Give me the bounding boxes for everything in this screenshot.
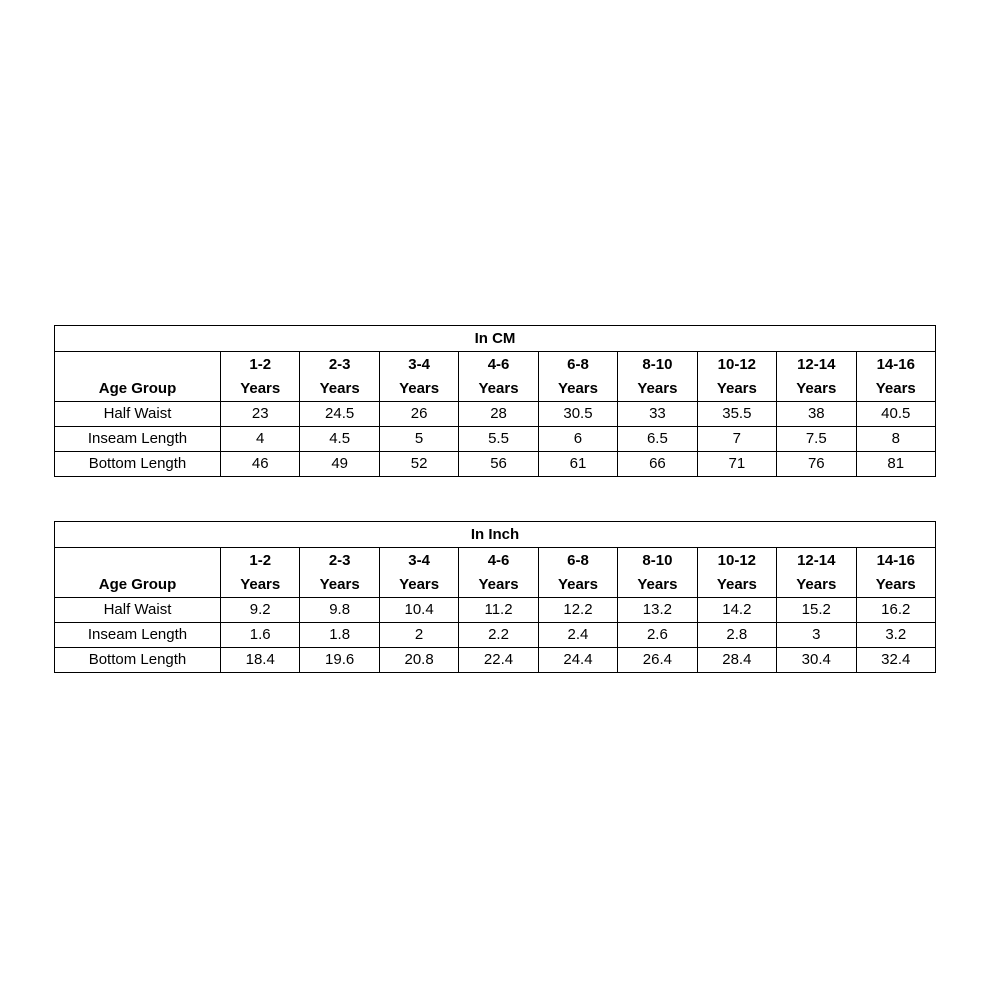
age-range-label: 6-8 xyxy=(567,356,589,373)
measurement-value: 16.2 xyxy=(856,598,936,623)
table-title-row xyxy=(55,522,936,548)
age-column-header xyxy=(777,352,856,402)
years-label: Years xyxy=(875,380,916,397)
years-label: Years xyxy=(716,380,757,397)
measurement-value: 26 xyxy=(379,402,458,427)
size-table-cm xyxy=(54,325,936,477)
measurement-value: 22.4 xyxy=(459,648,538,673)
measurement-value: 9.8 xyxy=(300,598,379,623)
measurement-value: 7.5 xyxy=(777,427,856,452)
years-label: Years xyxy=(240,576,281,593)
age-range-label: 12-14 xyxy=(797,552,836,569)
age-column-header xyxy=(221,352,300,402)
measurement-value: 20.8 xyxy=(379,648,458,673)
table-row xyxy=(55,402,936,427)
measurement-value: 10.4 xyxy=(379,598,458,623)
measurement-value: 18.4 xyxy=(221,648,300,673)
measurement-value: 15.2 xyxy=(777,598,856,623)
age-column-header xyxy=(618,352,697,402)
years-label: Years xyxy=(637,576,678,593)
measurement-value: 46 xyxy=(221,452,300,477)
measurement-value: 4.5 xyxy=(300,427,379,452)
years-label: Years xyxy=(399,380,440,397)
age-column-header xyxy=(459,352,538,402)
measurement-value: 26.4 xyxy=(618,648,697,673)
measurement-value: 24.4 xyxy=(538,648,617,673)
age-range-label: 10-12 xyxy=(717,356,757,373)
measurement-value: 2 xyxy=(379,623,458,648)
table-row xyxy=(55,648,936,673)
age-column-header xyxy=(856,548,936,598)
measurement-value: 3 xyxy=(777,623,856,648)
age-column-header xyxy=(697,352,776,402)
measurement-value: 35.5 xyxy=(697,402,776,427)
measurement-value: 2.2 xyxy=(459,623,538,648)
age-range-label: 4-6 xyxy=(487,356,510,373)
years-label: Years xyxy=(716,576,757,593)
years-label: Years xyxy=(875,576,916,593)
table-title-row xyxy=(55,326,936,352)
years-label: Years xyxy=(478,576,519,593)
measurement-value: 3.2 xyxy=(856,623,936,648)
age-range-label: 12-14 xyxy=(797,356,836,373)
measurement-value: 6.5 xyxy=(618,427,697,452)
measurement-value: 2.6 xyxy=(618,623,697,648)
size-table-inch xyxy=(54,521,936,673)
measurement-value: 61 xyxy=(538,452,617,477)
row-label: Inseam Length xyxy=(55,623,221,648)
row-label: Half Waist xyxy=(55,402,221,427)
table-row xyxy=(55,598,936,623)
table-row xyxy=(55,623,936,648)
measurement-value: 66 xyxy=(618,452,697,477)
measurement-value: 52 xyxy=(379,452,458,477)
age-column-header xyxy=(300,352,379,402)
measurement-value: 23 xyxy=(221,402,300,427)
years-label: Years xyxy=(478,380,519,397)
measurement-value: 11.2 xyxy=(459,598,538,623)
measurement-value: 1.6 xyxy=(221,623,300,648)
table-row xyxy=(55,452,936,477)
age-column-header xyxy=(538,352,617,402)
age-range-label: 8-10 xyxy=(642,552,673,569)
age-column-header xyxy=(300,548,379,598)
age-range-label: 10-12 xyxy=(717,552,757,569)
measurement-value: 19.6 xyxy=(300,648,379,673)
row-label: Inseam Length xyxy=(55,427,221,452)
measurement-value: 5.5 xyxy=(459,427,538,452)
age-range-label: 4-6 xyxy=(487,552,510,569)
measurement-value: 14.2 xyxy=(697,598,776,623)
years-label: Years xyxy=(319,576,360,593)
measurement-value: 12.2 xyxy=(538,598,617,623)
table-header-row xyxy=(55,548,936,598)
measurement-value: 81 xyxy=(856,452,936,477)
measurement-value: 32.4 xyxy=(856,648,936,673)
measurement-value: 33 xyxy=(618,402,697,427)
measurement-value: 76 xyxy=(777,452,856,477)
row-label: Half Waist xyxy=(55,598,221,623)
years-label: Years xyxy=(796,576,837,593)
measurement-value: 49 xyxy=(300,452,379,477)
age-column-header xyxy=(697,548,776,598)
years-label: Years xyxy=(319,380,360,397)
years-label: Years xyxy=(557,576,598,593)
age-group-header: Age Group xyxy=(55,352,221,402)
age-range-label: 1-2 xyxy=(249,356,272,373)
measurement-value: 2.8 xyxy=(697,623,776,648)
measurement-value: 4 xyxy=(221,427,300,452)
age-range-label: 6-8 xyxy=(567,552,589,569)
measurement-value: 5 xyxy=(379,427,458,452)
age-range-label: 2-3 xyxy=(328,356,351,373)
years-label: Years xyxy=(399,576,440,593)
age-column-header xyxy=(221,548,300,598)
measurement-value: 30.4 xyxy=(777,648,856,673)
measurement-value: 24.5 xyxy=(300,402,379,427)
years-label: Years xyxy=(240,380,281,397)
table-title: In CM xyxy=(55,326,936,352)
years-label: Years xyxy=(637,380,678,397)
age-range-label: 1-2 xyxy=(249,552,272,569)
row-label: Bottom Length xyxy=(55,452,221,477)
age-column-header xyxy=(777,548,856,598)
measurement-value: 8 xyxy=(856,427,936,452)
age-range-label: 8-10 xyxy=(642,356,673,373)
age-column-header xyxy=(618,548,697,598)
measurement-value: 2.4 xyxy=(538,623,617,648)
years-label: Years xyxy=(796,380,837,397)
age-column-header xyxy=(379,548,458,598)
age-range-label: 3-4 xyxy=(408,356,430,373)
table-title: In Inch xyxy=(55,522,936,548)
table-row xyxy=(55,427,936,452)
years-label: Years xyxy=(557,380,598,397)
measurement-value: 38 xyxy=(777,402,856,427)
row-label: Bottom Length xyxy=(55,648,221,673)
age-range-label: 2-3 xyxy=(328,552,351,569)
age-range-label: 14-16 xyxy=(876,552,915,569)
age-range-label: 3-4 xyxy=(408,552,430,569)
measurement-value: 56 xyxy=(459,452,538,477)
measurement-value: 30.5 xyxy=(538,402,617,427)
measurement-value: 9.2 xyxy=(221,598,300,623)
age-column-header xyxy=(459,548,538,598)
age-column-header xyxy=(856,352,936,402)
table-header-row xyxy=(55,352,936,402)
measurement-value: 28.4 xyxy=(697,648,776,673)
age-group-header: Age Group xyxy=(55,548,221,598)
age-column-header xyxy=(538,548,617,598)
measurement-value: 13.2 xyxy=(618,598,697,623)
measurement-value: 28 xyxy=(459,402,538,427)
measurement-value: 71 xyxy=(697,452,776,477)
measurement-value: 7 xyxy=(697,427,776,452)
age-range-label: 14-16 xyxy=(876,356,915,373)
age-column-header xyxy=(379,352,458,402)
measurement-value: 6 xyxy=(538,427,617,452)
measurement-value: 1.8 xyxy=(300,623,379,648)
measurement-value: 40.5 xyxy=(856,402,936,427)
